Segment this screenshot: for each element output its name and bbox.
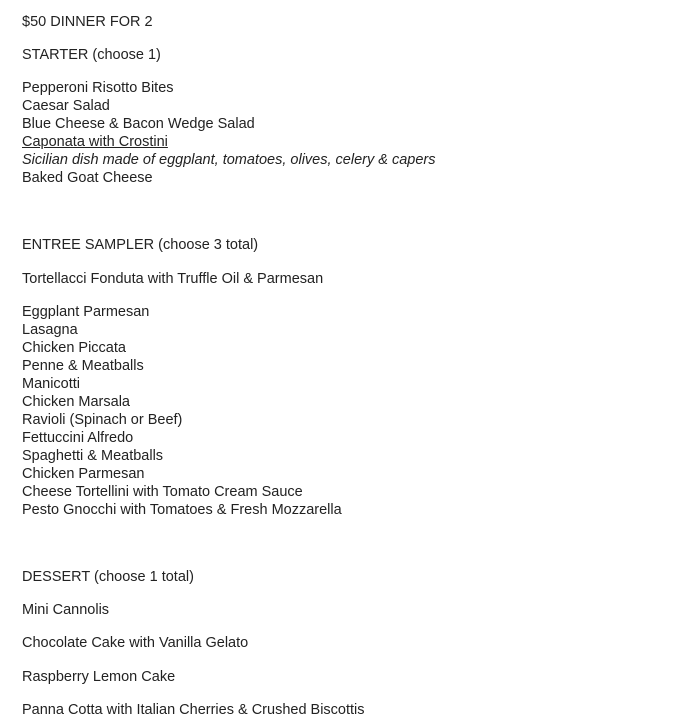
entree-item: Pesto Gnocchi with Tomatoes & Fresh Mozzarella (22, 502, 342, 518)
starter-item-description: Sicilian dish made of eggplant, tomatoes, olives, celery & capers (22, 152, 436, 168)
dessert-heading: DESSERT (choose 1 total) (22, 569, 194, 585)
entree-item: Manicotti (22, 376, 81, 392)
entree-item: Cheese Tortellini with Tomato Cream Sauce (22, 484, 303, 500)
dessert-item: Raspberry Lemon Cake (22, 669, 176, 685)
entree-item: Chicken Piccata (22, 340, 126, 356)
starter-item: Blue Cheese & Bacon Wedge Salad (22, 116, 255, 132)
starter-item: Caesar Salad (22, 98, 110, 114)
entree-item: Chicken Marsala (22, 394, 130, 410)
entree-item: Chicken Parmesan (22, 466, 145, 482)
starter-heading: STARTER (choose 1) (22, 47, 161, 63)
dessert-item: Mini Cannolis (22, 602, 110, 618)
starter-item-link[interactable]: Caponata with Crostini (22, 134, 168, 150)
entree-feature: Tortellacci Fonduta with Truffle Oil & Parmesan (22, 271, 324, 287)
menu-title: $50 DINNER FOR 2 (22, 14, 153, 30)
entree-item: Lasagna (22, 322, 78, 338)
entree-heading: ENTREE SAMPLER (choose 3 total) (22, 237, 259, 253)
entree-item: Fettuccini Alfredo (22, 430, 134, 446)
dessert-item: Panna Cotta with Italian Cherries & Crushed Biscottis (22, 702, 365, 718)
entree-item: Penne & Meatballs (22, 358, 144, 374)
starter-item: Baked Goat Cheese (22, 170, 153, 186)
entree-item: Eggplant Parmesan (22, 304, 150, 320)
starter-item: Pepperoni Risotto Bites (22, 80, 174, 96)
dessert-item: Chocolate Cake with Vanilla Gelato (22, 635, 249, 651)
entree-item: Spaghetti & Meatballs (22, 448, 164, 464)
entree-item: Ravioli (Spinach or Beef) (22, 412, 183, 428)
